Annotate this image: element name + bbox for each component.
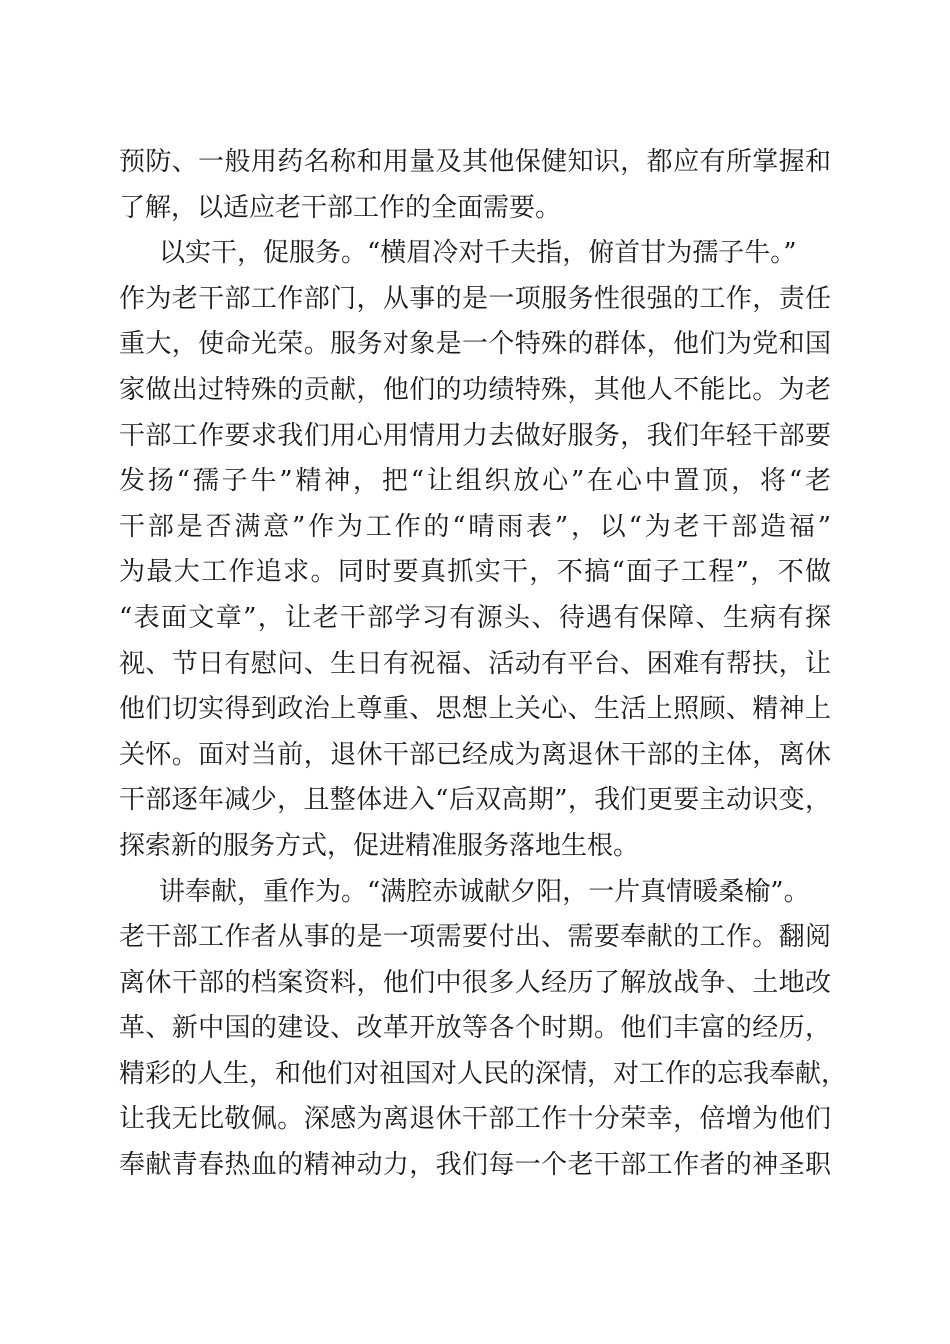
paragraph-start-line: 讲奉献，重作为。“满腔赤诚献夕阳，一片真情暖桑榆”。 — [159, 876, 810, 907]
text-line: 重大，使命光荣。服务对象是一个特殊的群体，他们为党和国 — [119, 329, 831, 360]
text-line: 预防、一般用药名称和用量及其他保健知识，都应有所掌握和 — [119, 147, 831, 177]
text-line: 革、新中国的建设、改革开放等各个时期。他们丰富的经历， — [119, 1013, 831, 1044]
text-line: 作为老干部工作部门，从事的是一项服务性很强的工作，责任 — [119, 283, 831, 314]
text-line: 离休干部的档案资料，他们中很多人经历了解放战争、土地改 — [119, 967, 831, 998]
text-line: 视、节日有慰问、生日有祝福、活动有平台、困难有帮扶，让 — [119, 648, 831, 679]
text-line: 他们切实得到政治上尊重、思想上关心、生活上照顾、精神上 — [119, 694, 831, 725]
text-line: 关怀。面对当前，退休干部已经成为离退休干部的主体，离休 — [119, 739, 831, 770]
text-line: 让我无比敬佩。深感为离退休干部工作十分荣幸，倍增为他们 — [119, 1104, 831, 1135]
text-line: 干部工作要求我们用心用情用力去做好服务，我们年轻干部要 — [119, 420, 831, 451]
text-line: 家做出过特殊的贡献，他们的功绩特殊，其他人不能比。为老 — [119, 374, 831, 405]
text-line: “表面文章”，让老干部学习有源头、待遇有保障、生病有探 — [119, 602, 831, 633]
text-line: 为最大工作追求。同时要真抓实干，不搞“面子工程”，不做 — [119, 557, 831, 588]
text-line: 干部逐年减少，且整体进入“后双高期”，我们更要主动识变， — [119, 785, 831, 816]
text-line: 探索新的服务方式，促进精准服务落地生根。 — [119, 830, 640, 861]
paragraph-start-line: 以实干，促服务。“横眉冷对千夫指，俯首甘为孺子牛。” — [159, 238, 797, 269]
body-text — [119, 140, 848, 1189]
text-line: 了解，以适应老干部工作的全面需要。 — [119, 192, 562, 223]
text-line: 精彩的人生，和他们对祖国对人民的深情，对工作的忘我奉献， — [119, 1058, 848, 1089]
text-line: 奉献青春热血的精神动力，我们每一个老干部工作者的神圣职 — [119, 1150, 831, 1181]
text-line: 干部是否满意”作为工作的“晴雨表”，以“为老干部造福” — [119, 511, 831, 542]
text-line: 发扬“孺子牛”精神，把“让组织放心”在心中置顶，将“老 — [119, 466, 831, 497]
text-line: 老干部工作者从事的是一项需要付出、需要奉献的工作。翻阅 — [119, 922, 831, 953]
